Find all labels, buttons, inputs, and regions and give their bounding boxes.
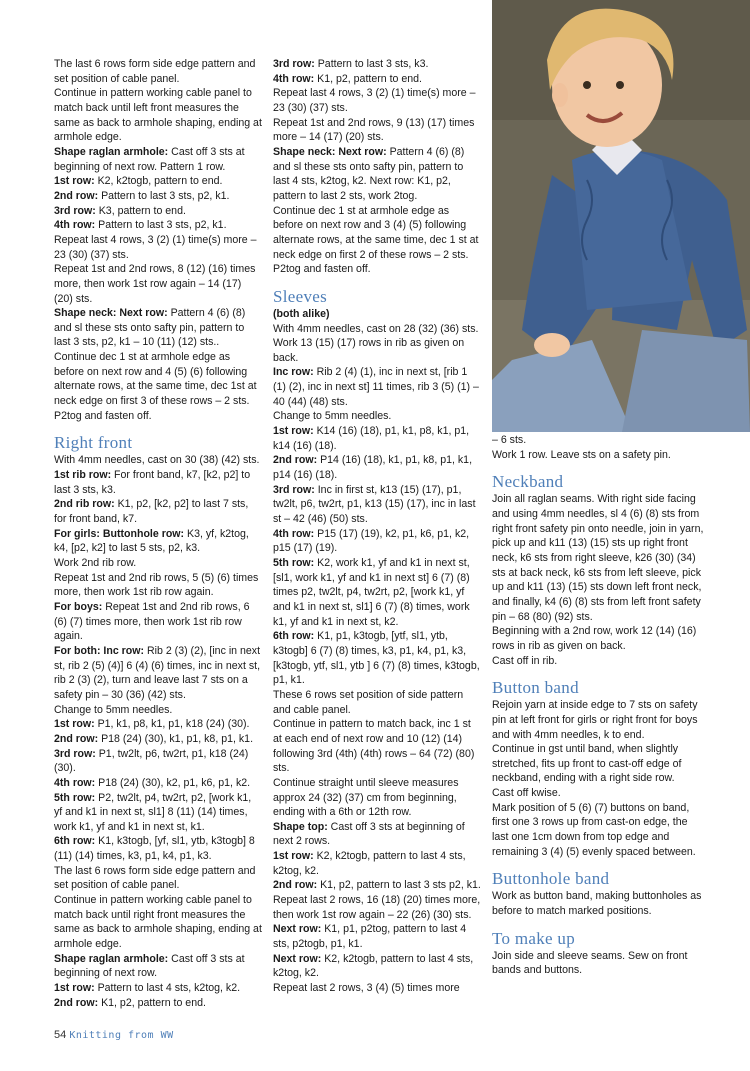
instruction-line — [54, 791, 262, 835]
instruction-label: 2nd row: — [273, 454, 318, 467]
instruction-text: Continue in pattern to match back, inc 1 st at each end of next row and 10 (12) (14) following 3rd (4th) (4th) rows – 64 (72) (80) sts. — [273, 718, 475, 775]
instruction-label: 4th row: — [273, 72, 315, 85]
instruction-label: 4th row: — [273, 527, 315, 540]
instruction-line — [492, 949, 704, 978]
instruction-label: 1st row: — [273, 425, 314, 438]
instruction-line — [54, 864, 262, 893]
instruction-line — [54, 497, 262, 526]
instruction-text: Repeat 1st and 2nd rows, 9 (13) (17) times more – 14 (17) (20) sts. — [273, 116, 475, 144]
instruction-label: Shape raglan armhole: — [54, 952, 169, 965]
instruction-line — [54, 218, 262, 233]
instruction-line — [273, 204, 481, 277]
instruction-line — [54, 996, 262, 1011]
instruction-line — [273, 409, 481, 424]
instruction-text: Cast off kwise. — [492, 787, 561, 800]
instruction-text: Pattern to last 3 sts, k3. — [314, 58, 429, 70]
neckband-instructions — [492, 492, 704, 668]
instruction-text: Mark position of 5 (6) (7) buttons on band, first one 3 rows up from cast-on edge, the last one 1cm down from top edge and remaining 3 (4) (5) evenly spaced between. — [492, 801, 696, 858]
instruction-text: Repeat 1st and 2nd rows, 8 (12) (16) times more, then work 1st row again – 14 (17) (20) sts. — [54, 263, 256, 305]
instruction-line — [54, 834, 262, 863]
instruction-text: Continue dec 1 st at armhole edge as before on next row and 4 (5) (6) following alternate rows, at the same time, dec 1st at neck edge on first 3 of these rows – 2 sts. P2tog and fasten off. — [54, 351, 257, 422]
instruction-line — [492, 624, 704, 653]
button-band-instructions — [492, 698, 704, 859]
instruction-line — [492, 433, 704, 448]
instruction-label: 5th row: — [273, 557, 315, 569]
instruction-line — [54, 453, 262, 468]
instruction-line — [492, 742, 704, 786]
instruction-line — [54, 174, 262, 189]
instruction-line — [492, 448, 704, 463]
heading-button-band: Button band — [492, 678, 579, 698]
instruction-line — [54, 233, 262, 262]
instruction-line — [273, 556, 481, 629]
buttonhole-band-instructions — [492, 889, 704, 918]
page-number: 54 — [54, 1029, 67, 1041]
instruction-text: The last 6 rows form side edge pattern and set position of cable panel. — [54, 58, 256, 85]
instruction-label: 3rd row: — [273, 483, 315, 496]
instruction-label: Inc row: — [273, 366, 314, 379]
instruction-line — [273, 776, 481, 820]
instruction-line — [273, 322, 481, 366]
instruction-text: Repeat 1st and 2nd rib rows, 5 (5) (6) times more, then work 1st rib row again. — [54, 571, 259, 599]
instruction-line — [54, 732, 262, 747]
heading-right-front: Right front — [54, 433, 133, 453]
instruction-text: Repeat last 2 rows, 16 (18) (20) times more, then work 1st row again – 22 (26) (30) sts. — [273, 894, 481, 921]
instruction-line — [273, 922, 481, 951]
instruction-text: K1, p2, pattern to end. — [98, 996, 206, 1009]
instruction-label: 4th row: — [54, 776, 96, 789]
instruction-label: 3rd row: — [54, 204, 96, 217]
instruction-text: Pattern to last 3 sts, p2, k1. — [95, 219, 227, 232]
instruction-text: Beginning with a 2nd row, work 12 (14) (16) rows in rib as given on back. — [492, 625, 697, 652]
instruction-text: K1, p1, k3togb, [ytf, sl1, ytb, k3togb] 6 (7) (8) times, k3, p1, k4, p1, k3, [k3togb, ytf, sl1, ytb ] 6 (7) (8) times, k3togb, p1, k1. — [273, 630, 480, 687]
instruction-text: Work 1 row. Leave sts on a safety pin. — [492, 448, 671, 461]
instruction-label: Shape neck: Next row: — [54, 307, 168, 320]
instruction-text: K3, pattern to end. — [95, 204, 186, 217]
instruction-line — [273, 57, 481, 72]
instruction-line — [273, 365, 481, 409]
instruction-label: Shape raglan armhole: — [54, 145, 169, 158]
instruction-text: The last 6 rows form side edge pattern and set position of cable panel. — [54, 864, 256, 892]
instruction-text: Change to 5mm needles. — [54, 703, 173, 716]
instruction-line — [273, 72, 481, 87]
instruction-text: Continue dec 1 st at armhole edge as before on next row and 3 (4) (5) following alternate rows, at the same time, dec 1 st at neck edge on first 2 of these rows – 2 sts. P2tog and fasten off. — [273, 204, 479, 276]
instruction-line — [54, 600, 262, 644]
instruction-text: Rejoin yarn at inside edge to 7 sts on safety pin at left front for girls or right front for boys and with 4mm needles, k to end. — [492, 699, 698, 741]
instruction-line — [54, 952, 262, 981]
instruction-line — [54, 57, 262, 86]
right-front-instructions — [54, 453, 262, 1010]
instruction-line — [273, 717, 481, 776]
instruction-label: Shape neck: Next row: — [273, 145, 387, 158]
instruction-text: Rib 2 (4) (1), inc in next st, [rib 1 (1) (2), inc in next st] 11 times, rib 3 (5) (1) – 40 (44) (48) sts. — [273, 366, 479, 408]
instruction-line — [273, 86, 481, 115]
instruction-line — [54, 262, 262, 306]
instruction-text: Continue straight until sleeve measures approx 24 (32) (37) cm from beginning, ending with a 6th or 12th row. — [273, 776, 459, 819]
instruction-line — [54, 556, 262, 571]
instruction-text: Cast off 3 sts at beginning of next 2 rows. — [273, 820, 465, 848]
instruction-label: 6th row: — [54, 835, 96, 848]
instruction-line — [54, 717, 262, 732]
sleeves-subheading: (both alike) — [273, 307, 330, 320]
instruction-line — [273, 527, 481, 556]
instruction-text: K2, k2togb, pattern to last 4 sts, k2tog, k2. — [273, 952, 474, 980]
instruction-label: 6th row: — [273, 630, 315, 643]
page-footer — [54, 1029, 174, 1041]
photo-illustration — [492, 0, 750, 432]
instruction-text: K1, p2, pattern to last 3 sts p2, k1. — [317, 879, 481, 892]
instruction-line — [273, 688, 481, 717]
heading-neckband: Neckband — [492, 472, 564, 492]
instruction-text: K1, p2, pattern to end. — [314, 72, 422, 85]
col2-intro — [273, 57, 481, 277]
instruction-line — [492, 801, 704, 860]
instruction-text: Continue in gst until band, when slightly stretched, fits up front to cast-off edge of neckband, ending with a right side row. — [492, 743, 682, 785]
instruction-label: Shape top: — [273, 820, 328, 833]
instruction-line — [492, 889, 704, 918]
instruction-label: Next row: — [273, 923, 322, 936]
instruction-text: Pattern to last 4 sts, k2tog, k2. — [94, 982, 241, 995]
instruction-text: Join side and sleeve seams. Sew on front bands and buttons. — [492, 949, 688, 977]
instruction-label: 2nd row: — [273, 879, 318, 892]
child-sweater-photo — [492, 0, 750, 432]
instruction-text: Change to 5mm needles. — [273, 410, 392, 423]
instruction-label: 2nd row: — [54, 996, 99, 1009]
instruction-label: 1st row: — [54, 175, 95, 188]
instruction-line — [54, 747, 262, 776]
instruction-line — [54, 189, 262, 204]
instruction-line — [492, 654, 704, 669]
instruction-label: 3rd row: — [273, 58, 315, 70]
instruction-text: P18 (24) (30), k2, p1, k6, p1, k2. — [95, 776, 251, 789]
instruction-text: Repeat last 2 rows, 3 (4) (5) times more — [273, 982, 460, 995]
instruction-text: Continue in pattern working cable panel to match back until left front measures the same as back to armhole shaping, ending at armhole edge. — [54, 87, 262, 144]
instruction-line — [273, 145, 481, 204]
instruction-text: For front band, k7, [k2, p2] to last 3 sts, k3. — [54, 469, 251, 496]
sleeves-instructions — [273, 322, 481, 996]
instruction-label: Next row: — [273, 952, 322, 965]
instruction-text: – 6 sts. — [492, 434, 527, 446]
instruction-line — [273, 453, 481, 482]
instruction-text: K2, k2togb, pattern to last 4 sts, k2tog, k2. — [273, 850, 466, 877]
instruction-line — [54, 468, 262, 497]
instruction-line — [273, 893, 481, 922]
instruction-text: Cast off 3 sts at beginning of next row. — [54, 952, 245, 980]
instruction-line — [54, 306, 262, 350]
instruction-text: Work 2nd rib row. — [54, 557, 137, 569]
instruction-label: 5th row: — [54, 791, 96, 804]
instruction-line — [54, 703, 262, 718]
instruction-text: With 4mm needles, cast on 30 (38) (42) sts. — [54, 454, 260, 467]
instruction-line — [273, 849, 481, 878]
instruction-text: With 4mm needles, cast on 28 (32) (36) sts. Work 13 (15) (17) rows in rib as given on back. — [273, 322, 479, 364]
instruction-line — [54, 350, 262, 423]
instruction-line — [54, 86, 262, 145]
instruction-text: Repeat 1st and 2nd rib rows, 6 (6) (7) times more, then work 1st rib row again. — [54, 600, 250, 643]
instruction-label: 4th row: — [54, 219, 96, 232]
instruction-line — [492, 786, 704, 801]
instruction-text: Work as button band, making buttonholes as before to match marked positions. — [492, 890, 702, 918]
instruction-text: K1, p2, [k2, p2] to last 7 sts, for front band, k7. — [54, 498, 249, 526]
instruction-line — [54, 893, 262, 952]
instruction-label: 2nd row: — [54, 189, 99, 202]
instruction-text: K3, yf, k2tog, k4, [p2, k2] to last 5 sts, p2, k3. — [54, 527, 249, 555]
instruction-line — [54, 981, 262, 996]
instruction-label: 1st row: — [54, 982, 95, 995]
instruction-line — [273, 820, 481, 849]
instruction-label: 3rd row: — [54, 747, 96, 760]
instruction-text: Inc in first st, k13 (15) (17), p1, tw2lt, p6, tw2rt, p1, k13 (15) (17), inc in last st – 42 (46) (50) sts. — [273, 483, 476, 526]
make-up-instructions — [492, 949, 704, 978]
instruction-label: 1st row: — [54, 718, 95, 731]
instruction-label: For boys: — [54, 600, 103, 613]
instruction-line — [492, 492, 704, 624]
col1-intro — [54, 57, 262, 423]
instruction-text: P14 (16) (18), k1, p1, k8, p1, k1, p14 (16) (18). — [273, 454, 473, 482]
instruction-line — [54, 776, 262, 791]
instruction-text: P15 (17) (19), k2, p1, k6, p1, k2, p15 (17) (19). — [273, 527, 470, 555]
instruction-text: K14 (16) (18), p1, k1, p8, k1, p1, k14 (16) (18). — [273, 425, 470, 452]
instruction-line — [273, 878, 481, 893]
instruction-line — [54, 145, 262, 174]
instruction-line — [273, 424, 481, 453]
column-1 — [54, 57, 262, 1010]
instruction-text: Pattern 4 (6) (8) and sl these sts onto safty pin, pattern to last 4 sts, k2tog, k2. Next row: K1, p2, pattern to last 2 sts, work 2tog. — [273, 145, 465, 202]
instruction-line — [54, 527, 262, 556]
instruction-text: K1, p1, p2tog, pattern to last 4 sts, p2togb, p1, k1. — [273, 923, 467, 951]
instruction-text: Cast off 3 sts at beginning of next row. Pattern 1 row. — [54, 145, 245, 173]
instruction-line — [54, 204, 262, 219]
instruction-text: Continue in pattern working cable panel to match back until right front measures the same as back to armhole shaping, ending at armhole edge. — [54, 894, 262, 951]
instruction-label: 2nd rib row: — [54, 498, 115, 511]
instruction-label: For both: Inc row: — [54, 644, 145, 657]
instruction-text: Repeat last 4 rows, 3 (2) (1) time(s) more – 23 (30) (37) sts. — [273, 87, 476, 114]
instruction-label: 2nd row: — [54, 732, 99, 745]
column-2 — [273, 57, 481, 996]
heading-to-make-up: To make up — [492, 928, 576, 948]
instruction-line — [273, 952, 481, 981]
instruction-text: P1, tw2lt, p6, tw2rt, p1, k18 (24) (30). — [54, 747, 249, 775]
instruction-label: 1st row: — [273, 850, 314, 863]
instruction-text: P1, k1, p8, k1, p1, k18 (24) (30). — [94, 718, 250, 731]
instruction-text: Cast off in rib. — [492, 654, 558, 667]
col3-intro — [492, 433, 704, 462]
instruction-label: 1st rib row: — [54, 469, 112, 482]
heading-sleeves: Sleeves — [273, 286, 328, 306]
instruction-text: These 6 rows set position of side pattern and cable panel. — [273, 688, 464, 716]
instruction-line — [54, 644, 262, 703]
instruction-line — [492, 698, 704, 742]
instruction-text: K1, k3togb, [yf, sl1, ytb, k3togb] 8 (11) (14) times, k3, p1, k4, p1, k3. — [54, 835, 255, 863]
instruction-line — [273, 981, 481, 996]
instruction-text: P18 (24) (30), k1, p1, k8, p1, k1. — [98, 732, 254, 745]
instruction-text: K2, k2togb, pattern to end. — [94, 175, 223, 188]
instruction-text: Repeat last 4 rows, 3 (2) (1) time(s) more – 23 (30) (37) sts. — [54, 233, 257, 261]
instruction-text: P2, tw2lt, p4, tw2rt, p2, [work k1, yf and k1 in next st, sl1] 8 (11) (14) times, work k1, yf and k1 in next st, k1. — [54, 791, 252, 833]
instruction-line — [273, 629, 481, 688]
instruction-line — [54, 571, 262, 600]
publication-name: Knitting from WW — [69, 1030, 174, 1041]
instruction-text: Rib 2 (3) (2), [inc in next st, rib 2 (5) (4)] 6 (4) (6) times, inc in next st, rib 2 (3) (2), turn and leave last 7 sts on a safety pin – 30 (36) (42) sts. — [54, 644, 261, 701]
instruction-line — [273, 483, 481, 527]
instruction-line — [273, 116, 481, 145]
heading-buttonhole-band: Buttonhole band — [492, 869, 610, 889]
instruction-label: For girls: Buttonhole row: — [54, 527, 185, 540]
instruction-text: Pattern to last 3 sts, p2, k1. — [98, 189, 230, 202]
column-3 — [492, 433, 704, 978]
instruction-text: Pattern 4 (6) (8) and sl these sts onto safty pin, pattern to last 3 sts, p2, k1 – 10 (11) (12) sts.. — [54, 307, 246, 349]
instruction-text: Join all raglan seams. With right side facing and using 4mm needles, sl 4 (6) (8) sts from right front safety pin onto needle, join in yarn, pick up and k11 (13) (15) sts up right front neck, k6 sts from right sleeve, k26 (30) (34) sts at back neck, k6 sts from left sleeve, pick up and k11 (13) (15) sts down left front neck, and finally, k4 (6) (8) sts from left front safety pin – 68 (80) (92) sts. — [492, 493, 704, 623]
instruction-text: K2, work k1, yf and k1 in next st, [sl1, work k1, yf and k1 in next st] 6 (7) (8) times p2, tw2lt, p4, tw2rt, p2, [work k1, yf and k1 in next st, sl1] 6 (7) (8) times, work k1, yf and k1 in next st, k2. — [273, 557, 470, 628]
